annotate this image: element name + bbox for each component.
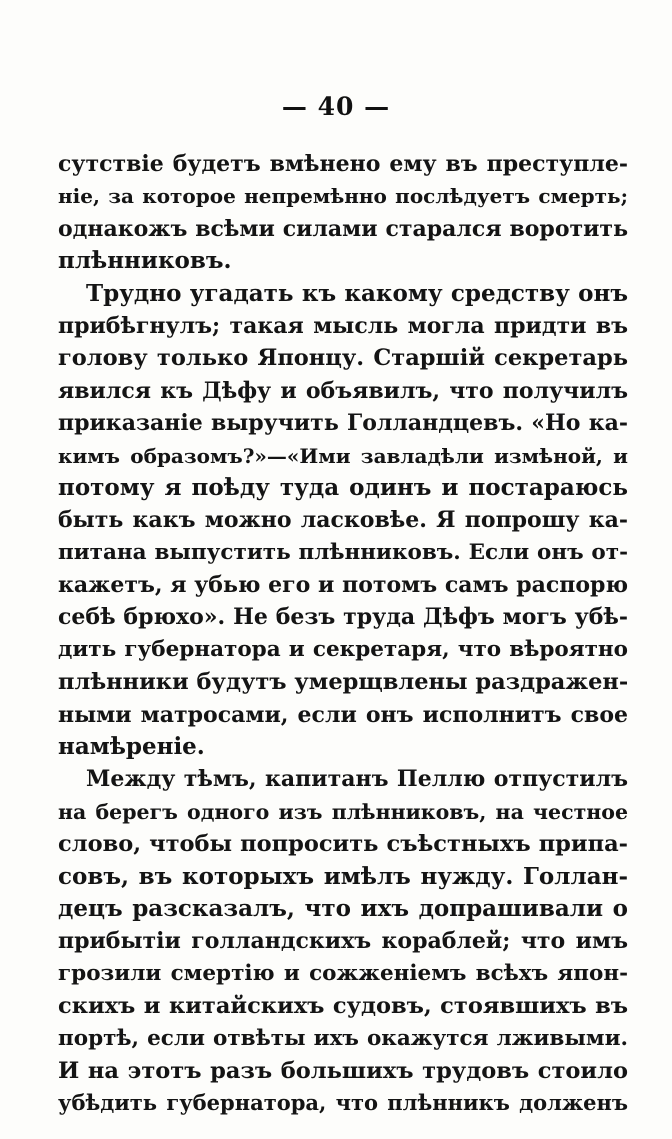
text-line: голову только Японцу. Старшій секретарь [58,345,628,372]
text-line: прибѣгнулъ; такая мысль могла придти въ [58,312,628,339]
paragraph-start-line: Между тѣмъ, капитанъ Пеллю отпустилъ [86,766,628,793]
text-line: себѣ брюхо». Не безъ труда Дѣфъ могъ убѣ- [58,604,628,631]
text-line: прибытіи голландскихъ кораблей; что имъ [58,928,628,955]
text-line: питана выпустить плѣнниковъ. Если онъ от- [58,539,628,565]
text-line: портѣ, если отвѣты ихъ окажутся лживыми. [58,1025,628,1051]
text-line: убѣдить губернатора, что плѣнникъ долженъ [58,1090,628,1116]
text-line: быть какъ можно ласковѣе. Я попрошу ка- [58,507,628,534]
text-line: совъ, въ которыхъ имѣлъ нужду. Голлан- [58,862,628,890]
text-line: кимъ образомъ?»—«Ими завладѣли измѣной, и [58,443,628,468]
page-number: — 40 — [281,92,391,121]
text-line: намѣреніе. [58,733,205,761]
body-text [58,148,628,1120]
text-line: на берегъ одного изъ плѣнниковъ, на честное [58,799,628,824]
text-line: слово, чтобы попросить съѣстныхъ припа- [58,831,628,858]
text-line: ніе, за которое непремѣнно послѣдуетъ смерть; [58,184,628,209]
text-line: плѣнниковъ. [58,247,232,275]
text-line: И на этотъ разъ большихъ трудовъ стоило [58,1057,628,1084]
text-line: кажетъ, я убью его и потомъ самъ распорю [58,572,628,599]
text-line: потому я поѣду туда одинъ и постараюсь [58,473,628,501]
text-line: дить губернатора и секретаря, что вѣроятно [58,636,628,662]
text-line: сутствіе будетъ вмѣнено ему въ преступле- [58,151,628,177]
text-line: ными матросами, если онъ исполнитъ свое [58,701,628,728]
text-line: скихъ и китайскихъ судовъ, стоявшихъ въ [58,993,628,1020]
text-line: однакожъ всѣми силами старался воротить [58,215,628,242]
paragraph-start-line: Трудно угадать къ какому средству онъ [86,279,628,307]
text-line: грозили смертію и сожженіемъ всѣхъ япон- [58,960,628,986]
text-line: децъ разсказалъ, что ихъ допрашивали о [58,894,628,922]
text-line: явился къ Дѣфу и объявилъ, что получилъ [58,377,628,404]
text-line: плѣнники будутъ умерщвлены раздражен- [58,669,628,696]
text-line: приказаніе выручить Голландцевъ. «Но ка- [58,410,628,437]
